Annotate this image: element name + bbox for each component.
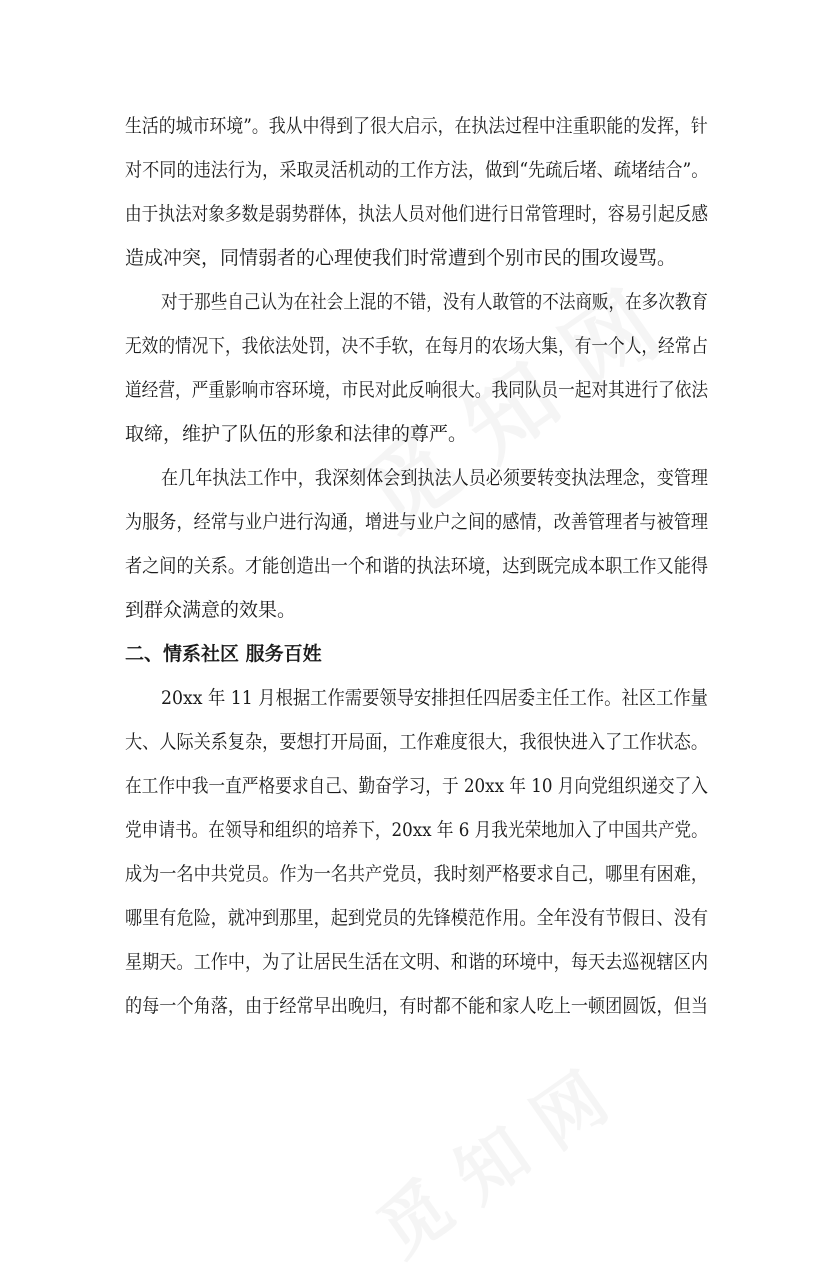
line-text: 道经营，严重影响市容环境，市民对此反响很大。我同队员一起对其进行了依法 (125, 379, 709, 401)
watermark (354, 1045, 624, 1276)
line-text: 为服务，经常与业户进行沟通，增进与业户之间的感情，改善管理者与被管理 (125, 511, 709, 533)
line-text: 大、人际关系复杂，要想打开局面，工作难度很大，我很快进入了工作状态。 (125, 731, 709, 753)
line-text: 的每一个角落，由于经常早出晚归，有时都不能和家人吃上一顿团圆饭，但当 (125, 995, 709, 1017)
line-text: 党申请书。在领导和组织的培养下，20xx 年 6 月我光荣地加入了中国共产党。 (125, 819, 708, 841)
line-text: 成为一名中共党员。作为一名共产党员，我时刻严格要求自己，哪里有困难， (125, 863, 709, 885)
line-text: 由于执法对象多数是弱势群体，执法人员对他们进行日常管理时，容易引起反感 (125, 203, 709, 225)
section-heading-text: 二、情系社区 服务百姓 (125, 643, 322, 665)
line-text: 到群众满意的效果。 (125, 599, 297, 621)
line-text: 对于那些自己认为在社会上混的不错，没有人敢管的不法商贩，在多次教育 (161, 291, 709, 313)
line-text: 无效的情况下，我依法处罚，决不手软，在每月的农场大集，有一个人，经常占 (125, 335, 709, 357)
line-text: 者之间的关系。才能创造出一个和谐的执法环境，达到既完成本职工作又能得 (125, 555, 709, 577)
line-text: 造成冲突，同情弱者的心理使我们时常遭到个别市民的围攻谩骂。 (125, 247, 677, 269)
line-text: 对不同的违法行为，采取灵活机动的工作方法，做到“先疏后堵、疏堵结合”。 (125, 159, 709, 181)
line-text: 在工作中我一直严格要求自己、勤奋学习，于 20xx 年 10 月向党组织递交了入 (125, 775, 708, 797)
line-text: 取缔，维护了队伍的形象和法律的尊严。 (125, 423, 468, 445)
line-text: 生活的城市环境”。我从中得到了很大启示，在执法过程中注重职能的发挥，针 (125, 115, 708, 137)
line-text: 在几年执法工作中，我深刻体会到执法人员必须要转变执法理念，变管理 (161, 467, 709, 489)
line-text: 哪里有危险，就冲到那里，起到党员的先锋模范作用。全年没有节假日、没有 (125, 907, 709, 929)
line-text: 星期天。工作中，为了让居民生活在文明、和谐的环境中，每天去巡视辖区内 (125, 951, 709, 973)
line-text: 20xx 年 11 月根据工作需要领导安排担任四居委主任工作。社区工作量 (161, 687, 708, 709)
